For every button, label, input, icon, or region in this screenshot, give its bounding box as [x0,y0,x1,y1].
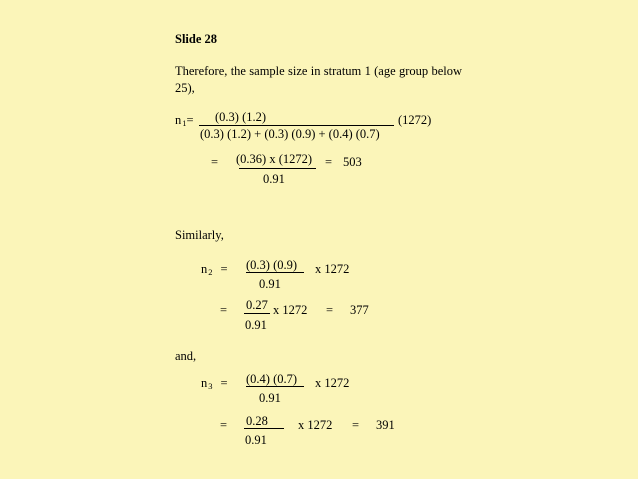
eq3-denominator: 0.91 [259,391,281,405]
eq3-step2-equals: = [220,418,228,432]
eq3-step2-factor: x 1272 [298,418,333,432]
eq1-lhs-subscript: 1 [182,118,187,128]
eq2-fraction-bar [246,272,304,273]
eq1-step2-equals2: = [325,155,333,169]
eq3-result: 391 [376,418,395,432]
eq1-step2-equals: = [211,155,219,169]
eq3-step2-equals2: = [352,418,360,432]
eq2-factor: x 1272 [315,262,350,276]
eq1-step2-fraction-bar [239,168,316,169]
and-label: and, [175,349,197,363]
eq3-lhs-subscript: 3 [208,381,213,391]
eq3-numerator: (0.4) (0.7) [246,372,298,386]
intro-paragraph: Therefore, the sample size in stratum 1 (age group below 25), [175,64,462,95]
eq1-denominator: (0.3) (1.2) + (0.3) (0.9) + (0.4) (0.7) [200,127,380,141]
eq2-result: 377 [350,303,369,317]
eq1-equals: = [186,113,194,127]
eq3-fraction-bar [246,386,304,387]
slide-title: Slide 28 [175,32,218,46]
eq3-step2-numerator: 0.28 [246,414,268,428]
eq3-step2-denominator: 0.91 [245,433,267,447]
eq1-factor: (1272) [398,113,432,127]
eq2-step2-equals: = [220,303,228,317]
eq2-lhs-subscript: 2 [208,267,213,277]
eq2-step2-equals2: = [326,303,334,317]
eq2-step2-denominator: 0.91 [245,318,267,332]
eq3-step2-fraction-bar [244,428,284,429]
eq2-equals: = [220,262,228,276]
eq2-denominator: 0.91 [259,277,281,291]
eq2-lhs-var: n [201,262,208,276]
eq2-step2-numerator: 0.27 [246,298,268,312]
eq2-step2-fraction-bar [244,313,270,314]
eq1-step2-numerator: (0.36) x (1272) [236,152,313,166]
eq3-equals: = [220,376,228,390]
eq1-numerator: (0.3) (1.2) [215,110,267,124]
eq3-factor: x 1272 [315,376,350,390]
eq2-numerator: (0.3) (0.9) [246,258,298,272]
eq1-fraction-bar [199,125,394,126]
eq1-lhs [175,113,194,128]
eq2-step2-factor: x 1272 [273,303,308,317]
similarly-label: Similarly, [175,228,224,242]
eq2-lhs [201,262,228,277]
eq1-step2-denominator: 0.91 [263,172,285,186]
eq3-lhs-var: n [201,376,208,390]
eq1-result: 503 [343,155,362,169]
eq3-lhs [201,376,228,391]
eq1-lhs-var: n [175,113,182,127]
